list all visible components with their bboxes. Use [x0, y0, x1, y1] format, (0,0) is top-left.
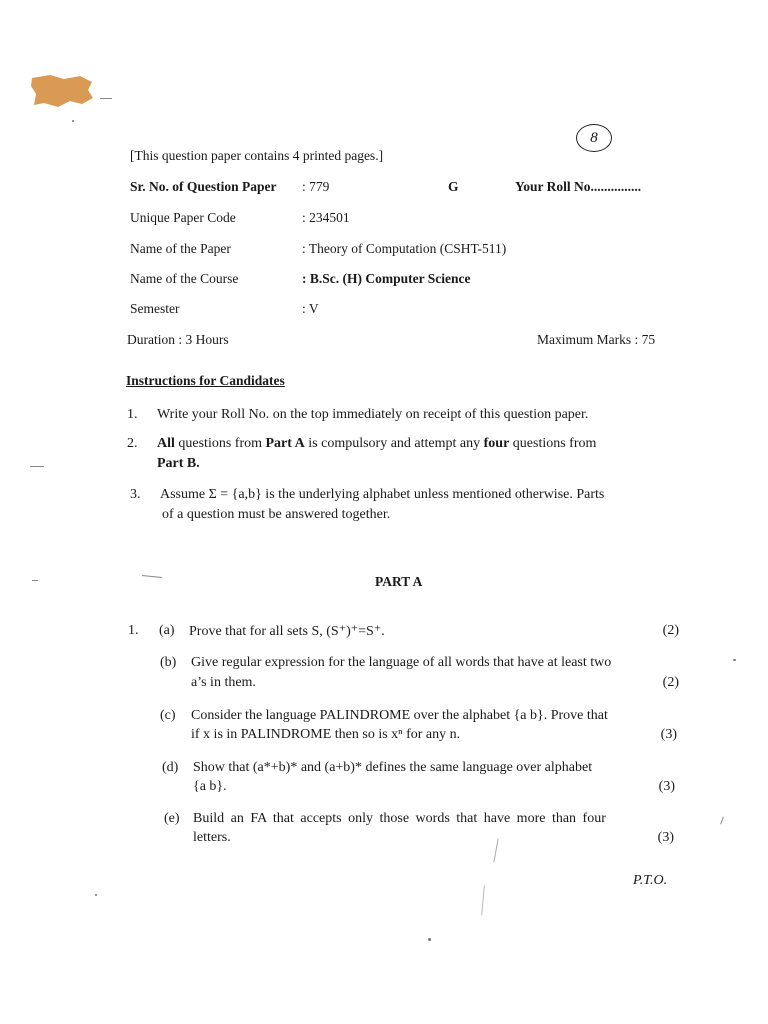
- header-note: [This question paper contains 4 printed pages.]: [130, 148, 384, 163]
- instruction-num-3: 3.: [130, 487, 141, 502]
- paper-name-value: : Theory of Computation (CSHT-511): [302, 241, 507, 256]
- subquestion-label-d: (d): [162, 760, 179, 775]
- subquestion-text-d-line2: {a b}.: [193, 779, 227, 794]
- instruction-text-2: [157, 436, 596, 452]
- course-label: Name of the Course: [130, 271, 239, 286]
- subquestion-label-a: (a): [159, 623, 175, 638]
- subquestion-marks-b: (2): [662, 675, 679, 690]
- pto-footer: P.T.O.: [633, 873, 668, 888]
- instruction-num-1: 1.: [127, 407, 138, 422]
- instruction-2-part-a: Part A: [265, 436, 305, 451]
- paper-code-value: : 234501: [302, 210, 350, 225]
- scan-speck: [428, 938, 431, 941]
- instructions-heading: Instructions for Candidates: [126, 373, 285, 388]
- instruction-2-four: four: [483, 436, 510, 451]
- scan-mark: [32, 580, 38, 581]
- subquestion-marks-d: (3): [658, 779, 675, 794]
- subquestion-text-a: Prove that for all sets S, (S⁺)⁺=S⁺.: [189, 624, 385, 639]
- scan-speck: [95, 894, 97, 896]
- subquestion-label-b: (b): [160, 655, 177, 670]
- set-letter: G: [448, 179, 459, 194]
- paper-code-label: Unique Paper Code: [130, 210, 236, 225]
- scan-mark: [481, 886, 485, 916]
- instruction-2-all: All: [157, 436, 175, 451]
- scan-mark: [493, 839, 498, 863]
- subquestion-text-e: Build an FA that accepts only those words that have more than four: [193, 811, 606, 826]
- instruction-2-text-c: questions from: [509, 436, 597, 451]
- semester-value: : V: [302, 301, 319, 316]
- instruction-num-2: 2.: [127, 436, 138, 451]
- subquestion-marks-a: (2): [662, 623, 679, 638]
- subquestion-text-c: Consider the language PALINDROME over the alphabet {a b}. Prove that: [191, 708, 608, 723]
- scan-mark: [30, 466, 44, 467]
- instruction-text-3: Assume Σ = {a,b} is the underlying alphabet unless mentioned otherwise. Parts: [160, 487, 605, 502]
- course-value: : B.Sc. (H) Computer Science: [302, 271, 471, 286]
- torn-corner-mark: [30, 74, 94, 108]
- duration: Duration : 3 Hours: [127, 332, 229, 347]
- sr-no-value: : 779: [302, 179, 330, 194]
- part-a-heading: PART A: [375, 574, 423, 589]
- instruction-2-line2: Part B.: [157, 456, 200, 471]
- paper-name-label: Name of the Paper: [130, 241, 231, 256]
- subquestion-label-c: (c): [160, 708, 176, 723]
- subquestion-marks-e: (3): [657, 830, 674, 845]
- scan-speck: [72, 120, 74, 122]
- instruction-3-line2: of a question must be answered together.: [162, 507, 391, 522]
- subquestion-label-e: (e): [164, 811, 180, 826]
- subquestion-text-b-line2: a’s in them.: [191, 675, 256, 690]
- subquestion-text-c-line2: if x is in PALINDROME then so is xⁿ for any n.: [191, 727, 461, 742]
- subquestion-text-b: Give regular expression for the language of all words that have at least two: [191, 655, 612, 670]
- scan-mark: [100, 98, 112, 99]
- scan-mark: [142, 575, 162, 578]
- roll-no-label: Your Roll No...............: [515, 179, 642, 194]
- scan-speck: [733, 659, 736, 661]
- semester-label: Semester: [130, 301, 180, 316]
- subquestion-text-e-line2: letters.: [193, 830, 231, 845]
- subquestion-text-d: Show that (a*+b)* and (a+b)* defines the same language over alphabet: [193, 760, 593, 775]
- instruction-text-1: Write your Roll No. on the top immediately on receipt of this question paper.: [157, 407, 589, 422]
- max-marks: Maximum Marks : 75: [537, 332, 656, 347]
- question-number: 1.: [128, 623, 139, 638]
- sr-no-label: Sr. No. of Question Paper: [130, 179, 277, 194]
- subquestion-marks-c: (3): [660, 727, 677, 742]
- instruction-2-text-b: is compulsory and attempt any: [304, 436, 484, 451]
- instruction-2-text-a: questions from: [174, 436, 266, 451]
- scan-mark: [720, 817, 724, 825]
- page-number-mark: 8: [576, 124, 612, 152]
